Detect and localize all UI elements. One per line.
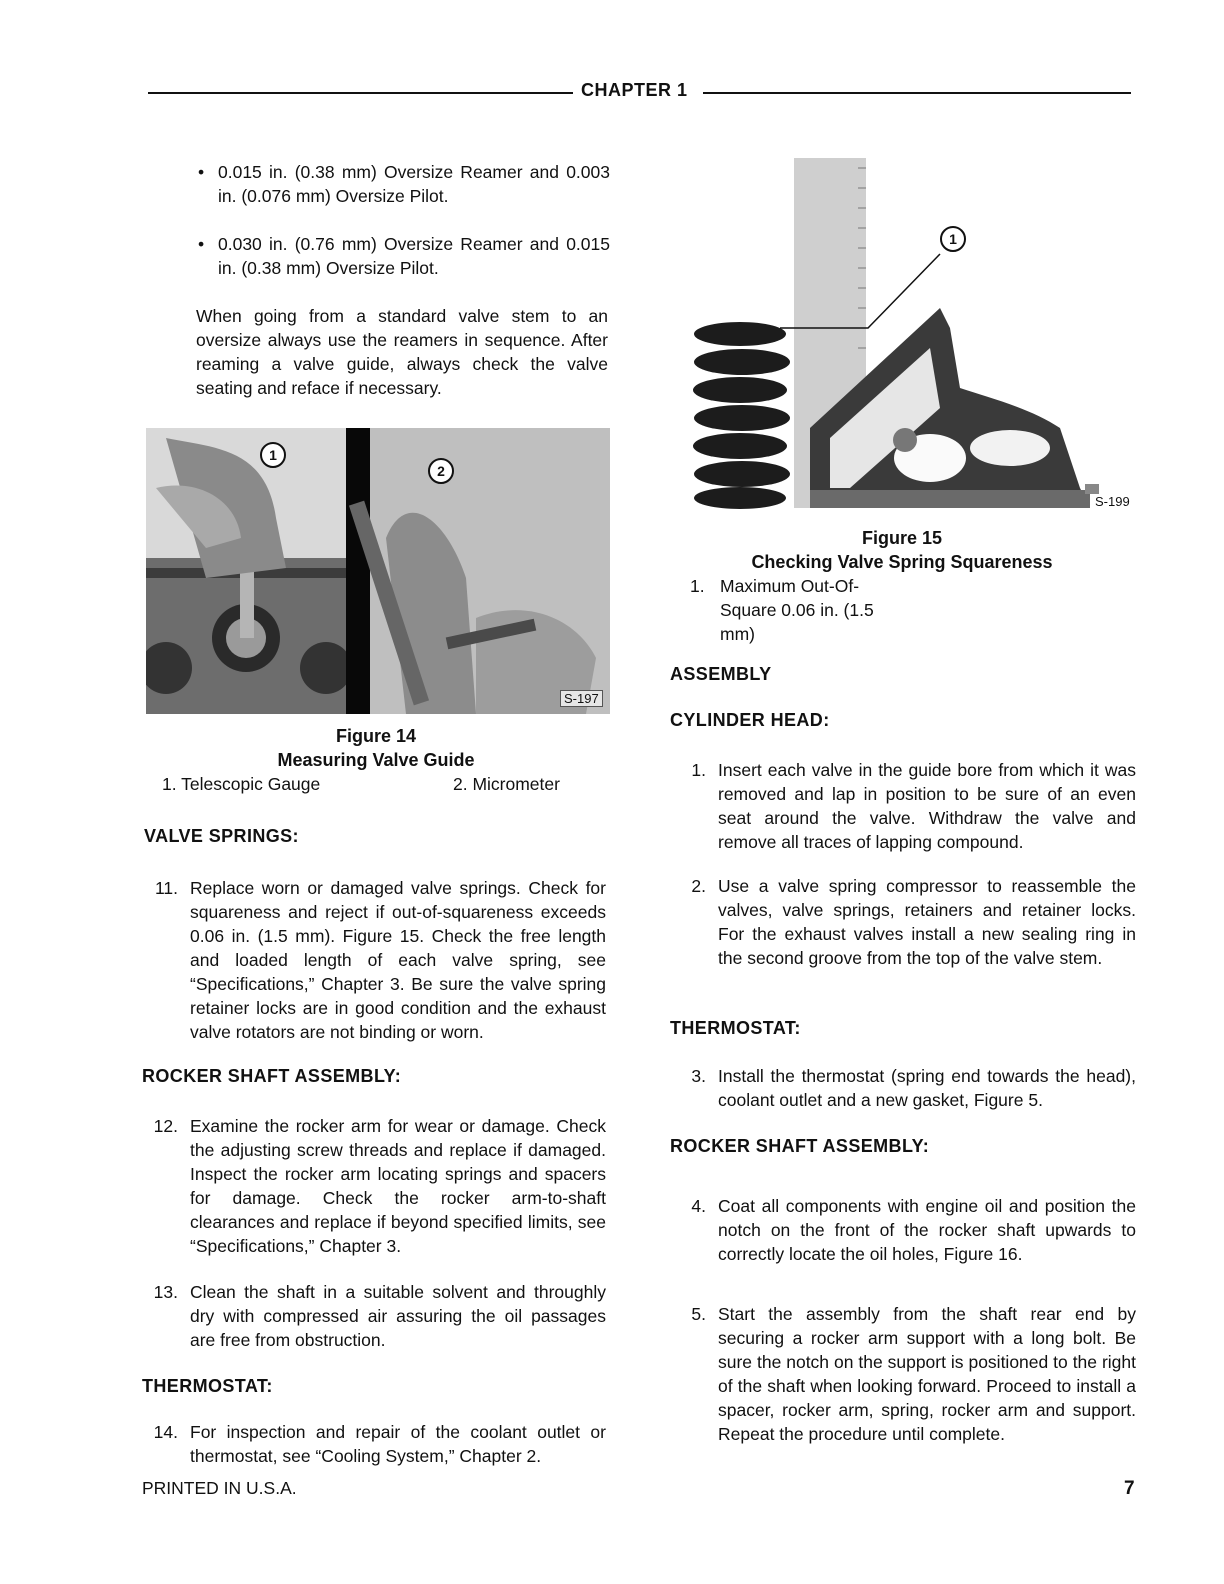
spring-squareness-illustration	[690, 158, 1138, 516]
figure-14-item-1: 1. Telescopic Gauge	[162, 774, 321, 794]
list-item: 3. Install the thermostat (spring end towards the head), coolant outlet and a new gasket, Figure 5.	[691, 1066, 1136, 1110]
bullet-dot-icon: •	[198, 162, 205, 182]
rocker-shaft-heading-right: ROCKER SHAFT ASSEMBLY:	[670, 1136, 930, 1156]
printed-in-label: PRINTED IN U.S.A.	[142, 1478, 297, 1498]
figure-15-tag: S-199	[1092, 494, 1133, 509]
chapter-title: CHAPTER 1	[581, 80, 688, 100]
figure-14-tag: S-197	[560, 690, 603, 707]
list-item: 11. Replace worn or damaged valve springs. Check for squareness and reject if out-of-squareness exceeds 0.06 in. (1.5 mm). Figure 15. Check the free length and loaded length of each valve spring, see “Specifications,” Chapter 3. Be sure the valve spring retainer locks are in good condition and the exhaust valve rotators are not binding or worn.	[154, 878, 606, 1042]
figure-15-photo	[690, 158, 1138, 516]
figure-15-callout-1: 1	[940, 226, 966, 252]
bullet-item: • 0.030 in. (0.76 mm) Oversize Reamer and 0.015 in. (0.38 mm) Oversize Pilot.	[198, 234, 610, 278]
figure-14-callout-2: 2	[428, 458, 454, 484]
valve-guide-measuring-illustration	[146, 428, 610, 714]
list-item: 1. Insert each valve in the guide bore from which it was removed and lap in position to be sure of an even seat around the valve. Withdraw the valve and remove all traces of lapping compound.	[691, 760, 1136, 852]
figure-15-number: Figure 15	[861, 528, 943, 548]
list-item: 2. Use a valve spring compressor to reassemble the valves, valve springs, retainers and retainer locks. For the exhaust valves install a new sealing ring in the second groove from the top of the valve stem.	[691, 876, 1136, 968]
rocker-shaft-heading-left: ROCKER SHAFT ASSEMBLY:	[142, 1066, 402, 1086]
figure-14-photo	[146, 428, 610, 714]
figure-14-callout-1: 1	[260, 442, 286, 468]
list-item: 5. Start the assembly from the shaft rear end by securing a rocker arm support with a long bolt. Be sure the notch on the support is positioned to the right of the shaft when looking forward. Proceed to install a spacer, rocker arm, spring, rocker arm and support. Repeat the procedure until complete.	[691, 1304, 1136, 1444]
list-item: 4. Coat all components with engine oil and position the notch on the front of the rocker shaft upwards to correctly locate the oil holes, Figure 16.	[691, 1196, 1136, 1264]
thermostat-heading-left: THERMOSTAT:	[142, 1376, 273, 1396]
list-item: 12. Examine the rocker arm for wear or damage. Check the adjusting screw threads and replace if damaged. Inspect the rocker arm locating springs and spacers for damage. Check the rocker arm-to-shaft clearances and replace if beyond specified limits, see “Specifications,” Chapter 3.	[153, 1116, 606, 1256]
cylinder-head-heading: CYLINDER HEAD:	[670, 710, 830, 730]
assembly-heading: ASSEMBLY	[670, 664, 772, 684]
header-rule-right	[703, 92, 1131, 94]
list-item: 14. For inspection and repair of the coolant outlet or thermostat, see “Cooling System,” Chapter 2.	[153, 1422, 606, 1466]
bullet-item: • 0.015 in. (0.38 mm) Oversize Reamer and 0.003 in. (0.076 mm) Oversize Pilot.	[198, 162, 610, 206]
list-item: 13. Clean the shaft in a suitable solvent and throughly dry with compressed air assuring the oil passages are free from obstruction.	[153, 1282, 606, 1350]
figure-14-item-2: 2. Micrometer	[453, 774, 560, 794]
thermostat-heading-right: THERMOSTAT:	[670, 1018, 801, 1038]
valve-springs-heading: VALVE SPRINGS:	[144, 826, 299, 846]
header-rule-left	[148, 92, 573, 94]
bullet-dot-icon: •	[198, 234, 205, 254]
intro-paragraph: When going from a standard valve stem to an oversize always use the reamers in sequence. After reaming a valve guide, always check the valve seating and reface if necessary.	[196, 306, 608, 398]
page-number: 7	[1124, 1478, 1135, 1499]
figure-15-title: Checking Valve Spring Squareness	[751, 552, 1053, 572]
figure-15-item: 1. Maximum Out-Of-Square 0.06 in. (1.5 mm)	[690, 576, 874, 644]
figure-14-title: Measuring Valve Guide	[277, 750, 475, 770]
figure-14-number: Figure 14	[335, 726, 417, 746]
